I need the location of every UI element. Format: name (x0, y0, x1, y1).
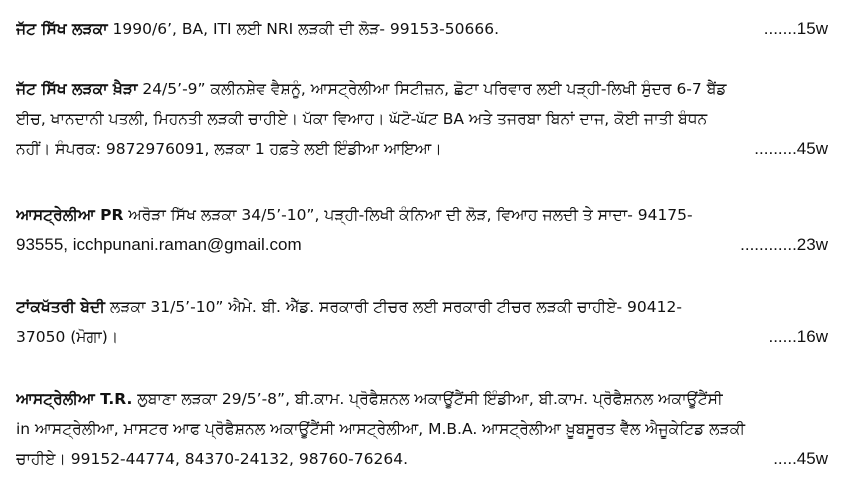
ad-price: ............23w (740, 235, 828, 254)
ad-line (16, 414, 828, 444)
ad-line (16, 230, 828, 260)
ad-entry (16, 292, 828, 352)
ad-line (16, 104, 828, 134)
ad-text: ਈਚ, ਖਾਨਦਾਨੀ ਪਤਲੀ, ਮਿਹਨਤੀ ਲੜਕੀ ਚਾਹੀਏ। ਪੱਕਾ ਵਿਆਹ। ਘੱਟੋ-ਘੱਟ BA ਅਤੇ ਤਜਰਬਾ ਬਿਨਾਂ ਦਾਜ, ਕੋਈ ਜਾਤੀ ਬੰਧਨ (16, 110, 708, 128)
ad-line (16, 444, 828, 474)
ad-entry (16, 384, 828, 474)
ad-heading: ਆਸਟ੍ਰੇਲੀਆ PR (16, 206, 124, 224)
ad-text: ਲੁਬਾਣਾ ਲੜਕਾ 29/5’-8”, ਬੀ.ਕਾਮ. ਪ੍ਰੋਫੈਸ਼ਨਲ ਅਕਾਊਂਟੈਂਸੀ ਇੰਡੀਆ, ਬੀ.ਕਾਮ. ਪ੍ਰੋਫੈਸ਼ਨਲ ਅਕਾਊਂਟੈਂਸੀ (132, 390, 723, 408)
ad-text: ਚਾਹੀਏ। 99152-44774, 84370-24132, 98760-76264. (16, 450, 409, 468)
ad-text: ਲੜਕਾ 31/5’-10” ਐਮੇ. ਬੀ. ਐੱਡ. ਸਰਕਾਰੀ ਟੀਚਰ ਲਈ ਸਰਕਾਰੀ ਟੀਚਰ ਲੜਕੀ ਚਾਹੀਏ- 90412- (104, 298, 682, 316)
ad-heading: ਆਸਟ੍ਰੇਲੀਆ T.R. (16, 390, 133, 408)
ad-text: ਅਰੋੜਾ ਸਿੱਖ ਲੜਕਾ 34/5’-10”, ਪੜ੍ਹੀ-ਲਿਖੀ ਕੰਨਿਆ ਦੀ ਲੋੜ, ਵਿਆਹ ਜਲਦੀ ਤੇ ਸਾਦਾ- 94175- (123, 206, 693, 224)
ad-text: in ਆਸਟ੍ਰੇਲੀਆ, ਮਾਸਟਰ ਆਫ ਪ੍ਰੋਫੈਸ਼ਨਲ ਅਕਾਊਂਟੈਂਸੀ ਆਸਟ੍ਰੇਲੀਆ, M.B.A. ਆਸਟ੍ਰੇਲੀਆ ਖ਼ੂਬਸੂਰਤ ਵੈੱਲ ਐਜੂਕੇਟਿਡ ਲੜਕੀ (16, 420, 745, 438)
ad-price: .....45w (773, 449, 828, 468)
ad-line (16, 322, 828, 352)
ad-price: ......16w (768, 327, 828, 346)
ad-line (16, 134, 828, 164)
ad-price: .......15w (763, 19, 828, 38)
ad-text: 37050 (ਮੋਗਾ)। (16, 328, 119, 346)
ad-heading: ਟਾਂਕਖੱਤਰੀ ਬੇਦੀ (16, 298, 105, 316)
ad-heading: ਜੱਟ ਸਿੱਖ ਲੜਕਾ (16, 20, 108, 38)
ad-text: 1990/6’, BA, ITI ਲਈ NRI ਲੜਕੀ ਦੀ ਲੋੜ- 99153-50666. (107, 20, 499, 38)
ad-entry (16, 74, 828, 164)
ad-line (16, 292, 828, 322)
ad-entry (16, 14, 828, 44)
ad-heading: ਜੱਟ ਸਿੱਖ ਲੜਕਾ ਖ਼ੈੜਾ (16, 80, 138, 98)
ad-price: .........45w (754, 139, 828, 158)
ad-line (16, 14, 828, 44)
ad-text: 24/5’-9” ਕਲੀਨਸ਼ੇਵ ਵੈਸ਼ਨੂੰ, ਆਸਟ੍ਰੇਲੀਆ ਸਿਟੀਜ਼ਨ, ਛੋਟਾ ਪਰਿਵਾਰ ਲਈ ਪੜ੍ਹੀ-ਲਿਖੀ ਸੁੰਦਰ 6-7 ਬੈਂਡ (137, 80, 727, 98)
ad-line (16, 200, 828, 230)
ad-line (16, 74, 828, 104)
ad-entry (16, 200, 828, 260)
ad-text: 93555, icchpunani.raman@gmail.com (16, 235, 302, 254)
ad-text: ਨਹੀਂ। ਸੰਪਰਕ: 9872976091, ਲੜਕਾ 1 ਹਫ਼ਤੇ ਲਈ ਇੰਡੀਆ ਆਇਆ। (16, 140, 442, 158)
ad-line (16, 384, 828, 414)
